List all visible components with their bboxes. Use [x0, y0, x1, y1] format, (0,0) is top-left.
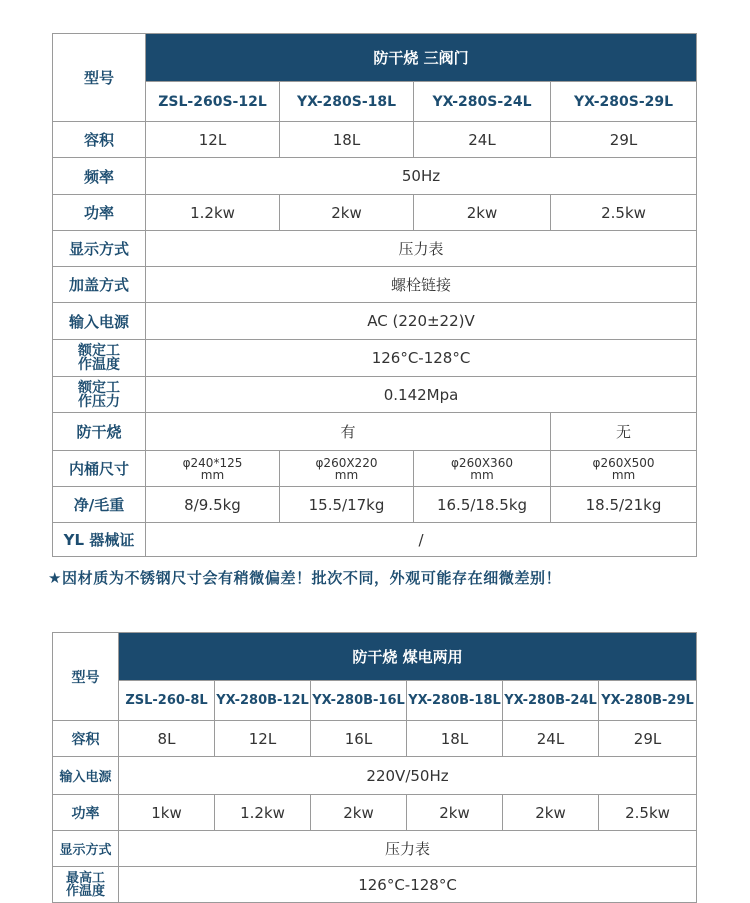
model-cell: YX-280S-24L [414, 82, 551, 122]
display-cell: 压力表 [119, 831, 697, 867]
weight-cell: 8/9.5kg [146, 487, 280, 523]
label-cert: YL 器械证 [53, 523, 146, 557]
label-dry-burn: 防干烧 [53, 413, 146, 451]
power-cell: 2.5kw [551, 195, 697, 231]
label-frequency: 频率 [53, 158, 146, 195]
inner-size-cell: φ260X220 mm [280, 451, 414, 487]
power-cell: 2.5kw [599, 795, 697, 831]
model-cell: ZSL-260-8L [119, 681, 215, 721]
power-cell: 2kw [280, 195, 414, 231]
inner-size-cell: φ260X500 mm [551, 451, 697, 487]
label-capacity: 容积 [53, 721, 119, 757]
rated-temp-cell: 126°C-128°C [146, 340, 697, 377]
label-power: 功率 [53, 795, 119, 831]
label-lid: 加盖方式 [53, 267, 146, 303]
label-inner-size: 内桶尺寸 [53, 451, 146, 487]
power-cell: 1kw [119, 795, 215, 831]
lid-cell: 螺栓链接 [146, 267, 697, 303]
capacity-cell: 18L [407, 721, 503, 757]
weight-cell: 16.5/18.5kg [414, 487, 551, 523]
label-weight: 净/毛重 [53, 487, 146, 523]
power-cell: 2kw [503, 795, 599, 831]
model-cell: YX-280B-29L [599, 681, 697, 721]
model-cell: ZSL-260S-12L [146, 82, 280, 122]
label-rated-pressure: 额定工 作压力 [53, 377, 146, 413]
capacity-cell: 8L [119, 721, 215, 757]
input-power-cell: AC (220±22)V [146, 303, 697, 340]
inner-size-cell: φ260X360 mm [414, 451, 551, 487]
input-power-cell: 220V/50Hz [119, 757, 697, 795]
power-cell: 1.2kw [146, 195, 280, 231]
label-model: 型号 [53, 633, 119, 721]
spec-table-three-valve [52, 33, 697, 557]
model-cell: YX-280S-29L [551, 82, 697, 122]
weight-cell: 18.5/21kg [551, 487, 697, 523]
capacity-cell: 29L [599, 721, 697, 757]
power-cell: 2kw [414, 195, 551, 231]
power-cell: 1.2kw [215, 795, 311, 831]
dry-burn-no-cell: 无 [551, 413, 697, 451]
model-cell: YX-280S-18L [280, 82, 414, 122]
inner-size-cell: φ240*125 mm [146, 451, 280, 487]
capacity-cell: 12L [215, 721, 311, 757]
power-cell: 2kw [407, 795, 503, 831]
material-note: ★因材质为不锈钢尺寸会有稍微偏差！批次不同，外观可能存在细微差别！ [48, 569, 562, 587]
label-power: 功率 [53, 195, 146, 231]
label-input-power: 输入电源 [53, 757, 119, 795]
model-cell: YX-280B-18L [407, 681, 503, 721]
label-model: 型号 [53, 34, 146, 122]
model-cell: YX-280B-12L [215, 681, 311, 721]
spec-table-dual-fuel [52, 632, 697, 903]
dry-burn-yes-cell: 有 [146, 413, 551, 451]
model-cell: YX-280B-16L [311, 681, 407, 721]
label-display: 显示方式 [53, 231, 146, 267]
table-header: 防干烧 三阀门 [146, 34, 697, 82]
capacity-cell: 29L [551, 122, 697, 158]
capacity-cell: 24L [503, 721, 599, 757]
power-cell: 2kw [311, 795, 407, 831]
capacity-cell: 16L [311, 721, 407, 757]
capacity-cell: 12L [146, 122, 280, 158]
label-display: 显示方式 [53, 831, 119, 867]
rated-pressure-cell: 0.142Mpa [146, 377, 697, 413]
display-cell: 压力表 [146, 231, 697, 267]
capacity-cell: 18L [280, 122, 414, 158]
label-max-temp: 最高工 作温度 [53, 867, 119, 903]
capacity-cell: 24L [414, 122, 551, 158]
label-input-power: 输入电源 [53, 303, 146, 340]
table-header: 防干烧 煤电两用 [119, 633, 697, 681]
frequency-cell: 50Hz [146, 158, 697, 195]
label-capacity: 容积 [53, 122, 146, 158]
weight-cell: 15.5/17kg [280, 487, 414, 523]
label-rated-temp: 额定工 作温度 [53, 340, 146, 377]
cert-cell: / [146, 523, 697, 557]
model-cell: YX-280B-24L [503, 681, 599, 721]
max-temp-cell: 126°C-128°C [119, 867, 697, 903]
